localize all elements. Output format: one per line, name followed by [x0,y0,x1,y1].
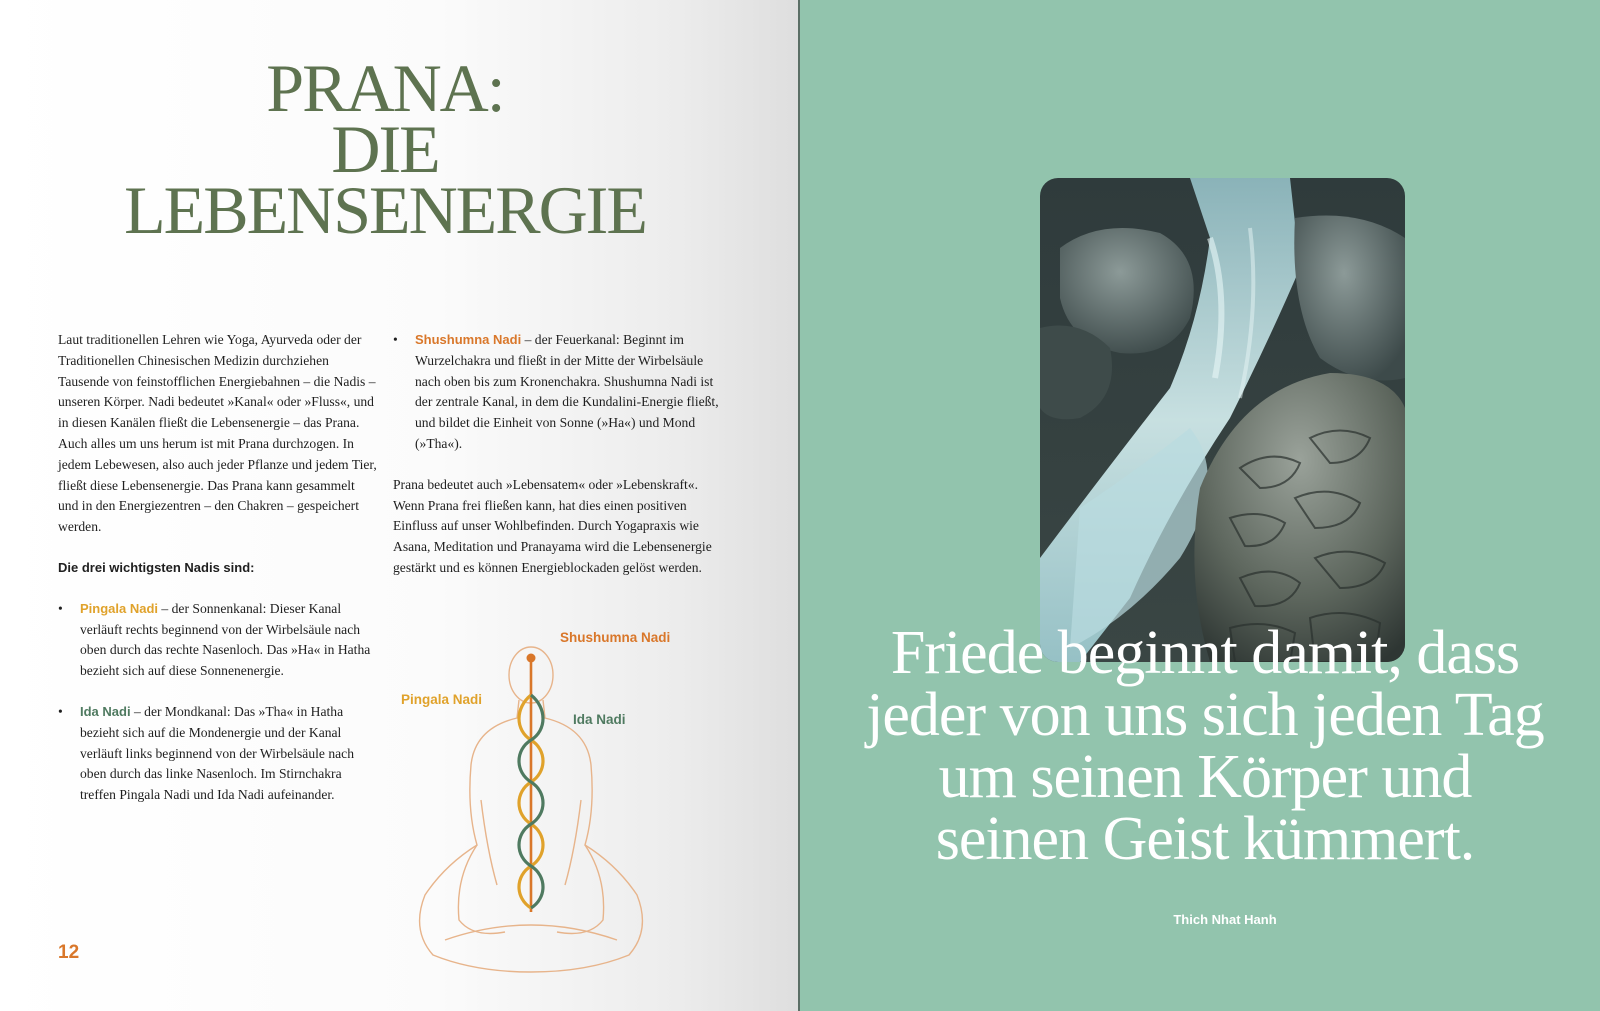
nadi-name-ida: Ida Nadi [80,703,131,719]
diagram-label-shushumna: Shushumna Nadi [560,630,671,645]
page-number: 12 [58,942,80,963]
bullet-dot: • [393,332,398,347]
waterfall-rocks-image [1040,178,1405,662]
waterfall-photo [1040,178,1405,662]
quote-text: Friede beginnt damit, dass jeder von uns sich jeden Tag um seinen Körper und seinen Geist kümmert. [866,619,1544,873]
quote-author: Thich Nhat Hanh [1173,912,1277,927]
intro-paragraph: Laut traditionellen Lehren wie Yoga, Ayurveda oder der Traditionellen Chinesischen Medizin durchziehen Tausende von feinstofflichen Energiebahnen – die Nadis – unseren Körper. Nadi bedeutet »Kanal« oder »Fluss«, und in diesen Kanälen fließt die Lebensenergie – das Prana. Auch alles um uns herum ist mit Prana durchzogen. In jedem Lebewesen, also auch jeder Pflanze und jedem Tier, fließt diese Lebensenergie. Das Prana kann gesammelt und in den Energiezentren – den Chakren – gespeichert werden. [58,332,377,535]
page-title [120,50,650,248]
nadi-item-shushumna [393,330,723,455]
bullet-dot: • [58,600,63,616]
nadi-text-pingala: – der Sonnenkanal: Dieser Kanal verläuft rechts beginnend von der Wirbelsäule nach oben durch das rechte Nasenloch. Das »Ha« in Hatha bezieht sich auf diese Sonnenenergie. [80,600,371,679]
left-page [0,0,799,1011]
nadi-text-shushumna: – der Feuerkanal: Beginnt im Wurzelchakra und fließt in der Mitte der Wirbelsäule nach oben bis zum Kronenchakra. Shushumna Nadi ist der zentrale Kanal, in dem die Kundalini-Energie fließt, und bildet die Einheit von Sonne (»Ha«) und Mond (»Tha«). [415,332,719,451]
nadi-name-pingala: Pingala Nadi [80,600,159,616]
text-column-right [393,330,723,579]
nadis-subheading: Die drei wichtigsten Nadis sind: [58,559,255,575]
diagram-label-pingala: Pingala Nadi [401,692,483,707]
nadi-item-ida [58,702,378,806]
title-line-3: LEBENSENERGIE [124,172,646,248]
bullet-dot: • [58,703,63,719]
title-line-1: PRANA: [266,50,504,126]
diagram-label-ida: Ida Nadi [573,712,626,727]
nadi-text-ida: – der Mondkanal: Das »Tha« in Hatha bezieht sich auf die Mondenergie und der Kanal verläuft links beginnend von der Wirbelsäule nach oben durch das linke Nasenloch. Im Stirnchakra treffen Pingala Nadi und Ida Nadi aufeinander. [80,703,355,803]
nadi-item-pingala [58,599,378,682]
nadi-diagram [385,620,715,990]
title-line-2: DIE [331,111,439,187]
nadi-name-shushumna: Shushumna Nadi [415,332,522,347]
right-page [800,0,1600,1011]
meditation-figure-illustration [385,620,715,990]
closing-paragraph: Prana bedeutet auch »Lebensatem« oder »Lebenskraft«. Wenn Prana frei fließen kann, hat dies einen positiven Einfluss auf unser Wohlbefinden. Durch Yogapraxis wie Asana, Meditation und Pranayama wird die Lebensenergie gestärkt und es können Energieblockaden gelöst werden. [393,476,712,575]
text-column-left [58,330,378,806]
crown-chakra-dot [527,654,536,663]
